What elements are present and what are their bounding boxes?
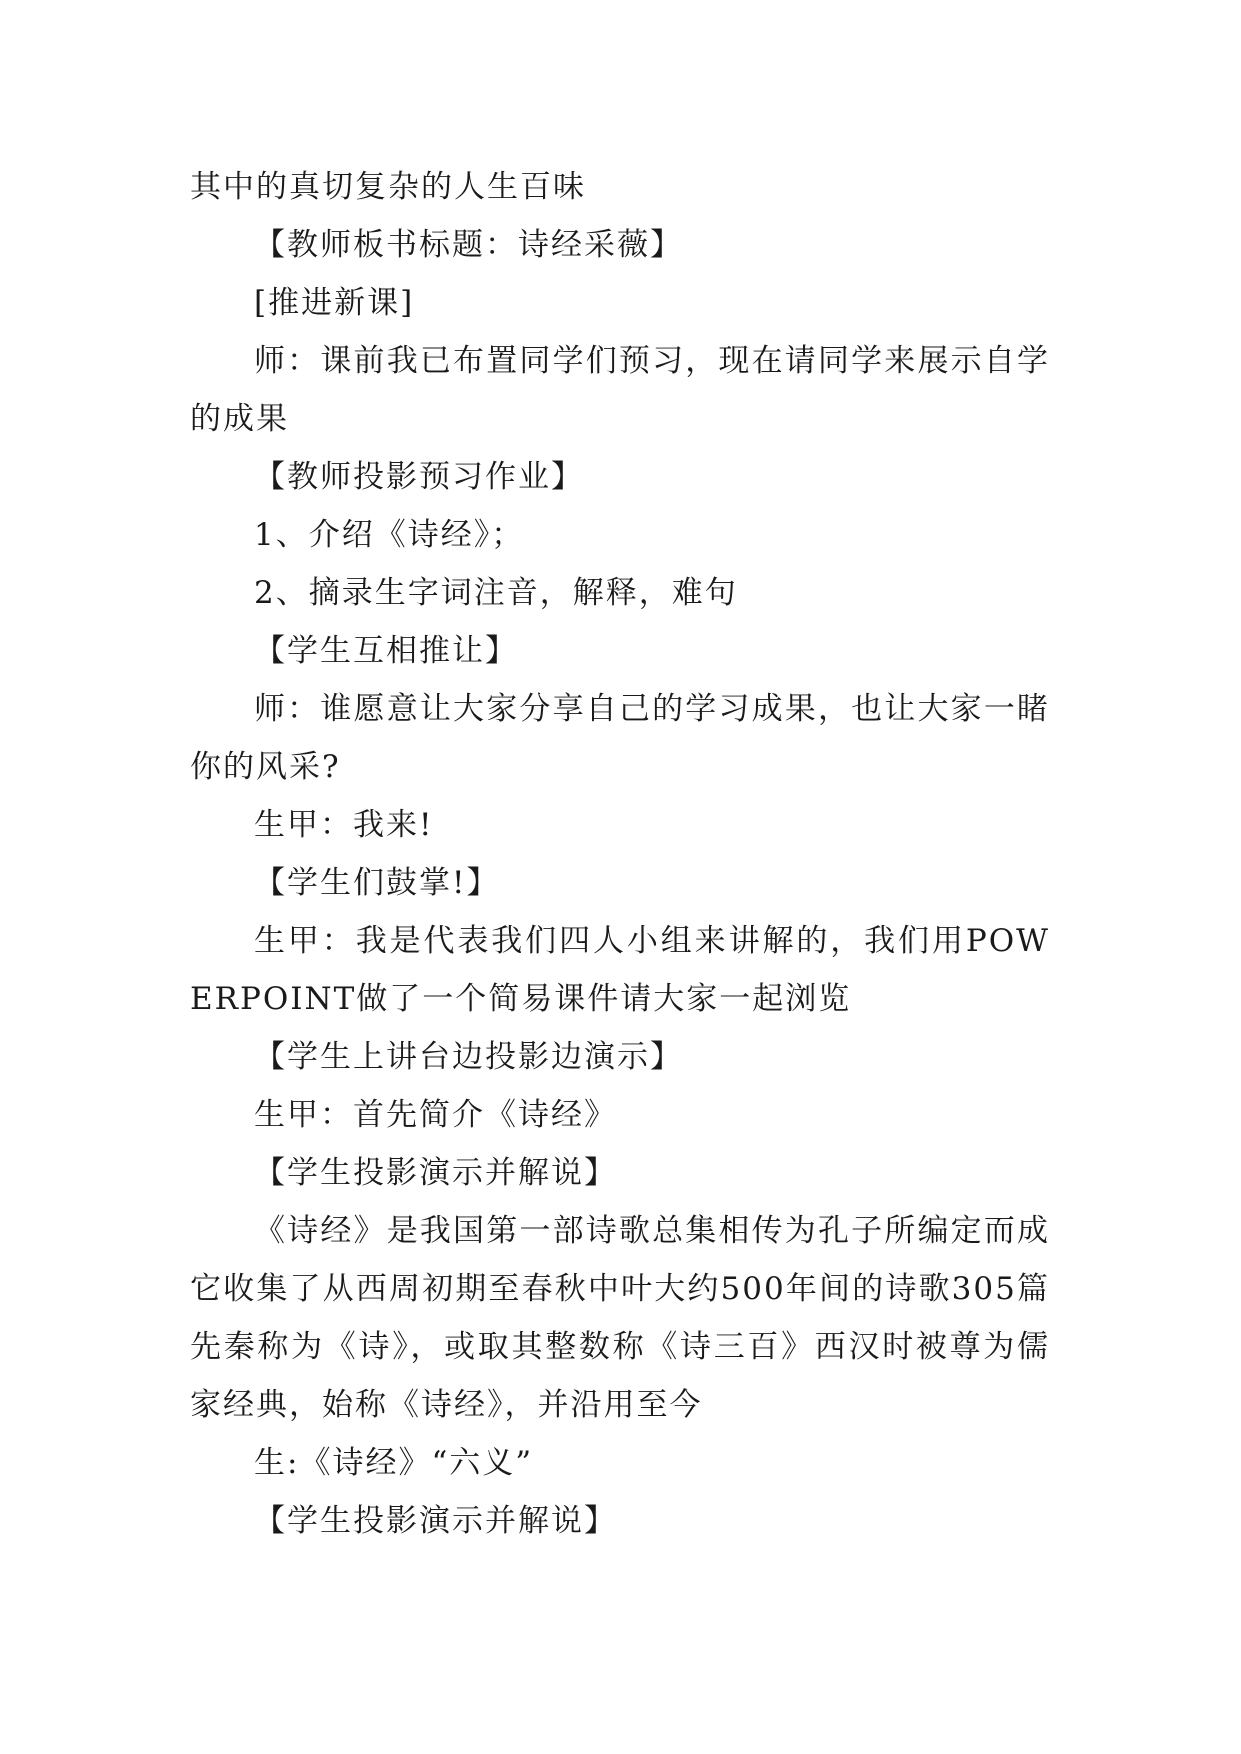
paragraph: 其中的真切复杂的人生百味 — [190, 169, 586, 205]
paragraph: 师：谁愿意让大家分享自己的学习成果，也让大家一睹你的风采? — [190, 691, 1050, 785]
paragraph: 2、摘录生字词注音，解释，难句 — [254, 575, 738, 611]
paragraph: 1、介绍《诗经》； — [254, 517, 525, 553]
paragraph: 【学生互相推让】 — [254, 633, 518, 669]
paragraph: 【学生投影演示并解说】 — [254, 1503, 617, 1539]
paragraph: [推进新课] — [254, 285, 415, 321]
paragraph: 生甲：我来! — [254, 807, 434, 843]
paragraph: 【教师投影预习作业】 — [254, 459, 584, 495]
paragraph: 生甲：我是代表我们四人小组来讲解的，我们用POWERPOINT做了一个简易课件请大家一起浏览 — [190, 923, 1050, 1017]
document-body — [190, 158, 1050, 1550]
paragraph: 师：课前我已布置同学们预习，现在请同学来展示自学的成果 — [190, 343, 1050, 437]
paragraph: 【教师板书标题：诗经采薇】 — [254, 227, 683, 263]
paragraph: 生:《诗经》“六义” — [254, 1445, 534, 1481]
paragraph: 【学生投影演示并解说】 — [254, 1155, 617, 1191]
paragraph: 【学生上讲台边投影边演示】 — [254, 1039, 683, 1075]
paragraph: 《诗经》是我国第一部诗歌总集相传为孔子所编定而成它收集了从西周初期至春秋中叶大约500年间的诗歌305篇先秦称为《诗》，或取其整数称《诗三百》西汉时被尊为儒家经典，始称《诗经》，并沿用至今 — [190, 1213, 1050, 1423]
paragraph: 生甲：首先简介《诗经》 — [254, 1097, 617, 1133]
paragraph: 【学生们鼓掌!】 — [254, 865, 500, 901]
